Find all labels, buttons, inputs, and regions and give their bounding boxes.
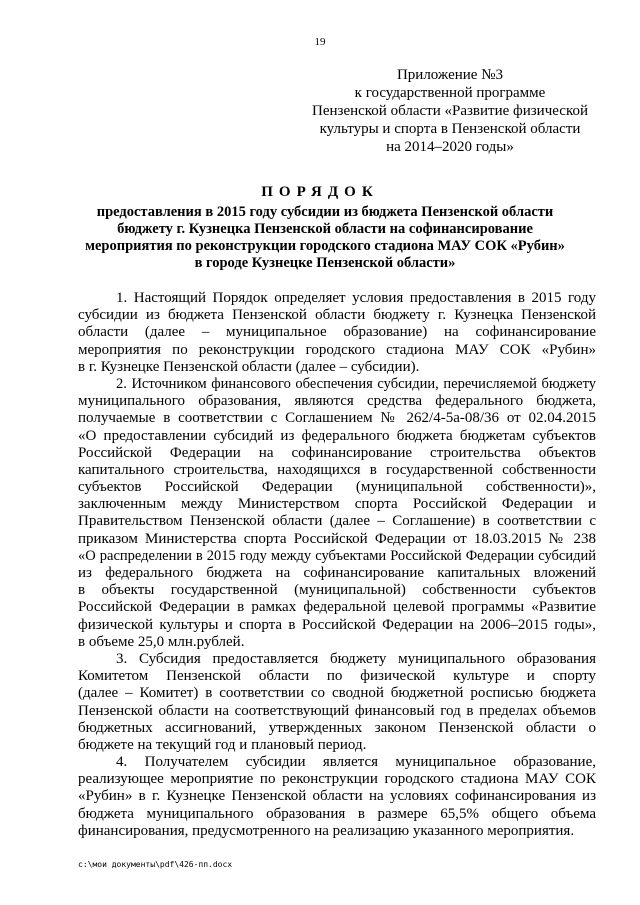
body-line: мероприятия по реконструкции городского стадиона МАУ СОК «Рубин» (78, 341, 596, 358)
body-line: капитального строительства, находящихся в государственной собственности (78, 461, 596, 478)
body-line: приказом Министерства спорта Российской Федерации от 18.03.2015 № 238 (78, 530, 596, 547)
body-line: заключенным между Министерством спорта Российской Федерации и (78, 496, 596, 513)
body-line: 2. Источником финансового обеспечения субсидии, перечисляемой бюджету (116, 375, 596, 392)
appendix-header (300, 66, 600, 156)
body-line: «О распределении в 2015 году между субъектами Российской Федерации субсидий (78, 547, 596, 564)
body-line: в г. Кузнецке Пензенской области (далее – субсидии). (78, 358, 420, 375)
appendix-line: Пензенской области «Развитие физической (312, 103, 588, 119)
document-title: ПОРЯДОК (261, 184, 379, 200)
appendix-line: на 2014–2020 годы» (386, 139, 514, 155)
body-line: получаемые в соответствии с Соглашением № 262/4-5а-08/36 от 02.04.2015 (78, 410, 596, 427)
body-line: Правительством Пензенской области (далее – Соглашение) в соответствии с (78, 513, 596, 530)
body-line: из федерального бюджета на софинансирование капитальных вложений (78, 565, 596, 581)
body-line: Российской Федерации в рамках федеральной целевой программы «Развитие (78, 599, 596, 616)
body-line: муниципального образования, являются средства федерального бюджета, (78, 393, 596, 410)
body-line: «Рубин» в г. Кузнецке Пензенской области на условиях софинансирования из (78, 788, 596, 805)
body-line: Комитетом Пензенской области по физической культуре и спорту (78, 668, 596, 685)
body-line: области (далее – муниципальное образование) на софинансирование (78, 324, 596, 341)
subtitle-line: предоставления в 2015 году субсидии из бюджета Пензенской области (96, 204, 554, 220)
file-path-footer: c:\мои документы\pdf\426-пп.docx (78, 860, 233, 869)
body-line: бюджетных ассигнований, утвержденных законом Пензенской области о (78, 719, 596, 736)
body-line: 4. Получателем субсидии является муниципальное образование, (116, 754, 596, 771)
body-line: 3. Субсидия предоставляется бюджету муниципального образования (116, 650, 596, 667)
body-line: бюджете на текущий год и плановый период. (78, 736, 367, 753)
body-line: 1. Настоящий Порядок определяет условия предоставления в 2015 году (116, 290, 596, 306)
body-line: бюджета муниципального образования в размере 65,5% общего объема (78, 805, 596, 822)
subtitle-line: бюджету г. Кузнецка Пензенской области на софинансирование (117, 221, 533, 237)
appendix-line: Приложение №3 (396, 67, 504, 83)
document-subtitle (80, 204, 570, 272)
body-line: в объекты государственной (муниципальной) собственности субъектов (78, 582, 596, 599)
body-line: «О предоставлении субсидий из федерального бюджета бюджетам субъектов (78, 427, 596, 444)
body-line: субсидии из бюджета Пензенской области бюджету г. Кузнецка Пензенской (78, 307, 596, 324)
subtitle-line: мероприятия по реконструкции городского стадиона МАУ СОК «Рубин» (85, 238, 565, 254)
appendix-line: к государственной программе (354, 85, 546, 101)
body-line: физической культуры и спорта в Российской Федерации на 2006–2015 годы», (78, 616, 596, 633)
body-line: в объеме 25,0 млн.рублей. (78, 633, 245, 650)
document-body (78, 290, 596, 840)
appendix-line: культуры и спорта в Пензенской области (319, 121, 581, 137)
body-line: финансирования, предусмотренного на реализацию указанного мероприятия. (78, 822, 575, 839)
page-number: 19 (314, 36, 326, 48)
subtitle-line: в городе Кузнецке Пензенской области» (194, 255, 456, 271)
body-line: реализующее мероприятие по реконструкции городского стадиона МАУ СОК (78, 771, 596, 788)
body-line: Пензенской области на соответствующий финансовый год в пределах объемов (78, 702, 596, 719)
body-line: субъектов Российской Федерации (муниципальной собственности)», (78, 479, 596, 496)
body-line: Российской Федерации на софинансирование строительства объектов (78, 444, 596, 461)
body-line: (далее – Комитет) в соответствии со сводной бюджетной росписью бюджета (78, 685, 596, 702)
